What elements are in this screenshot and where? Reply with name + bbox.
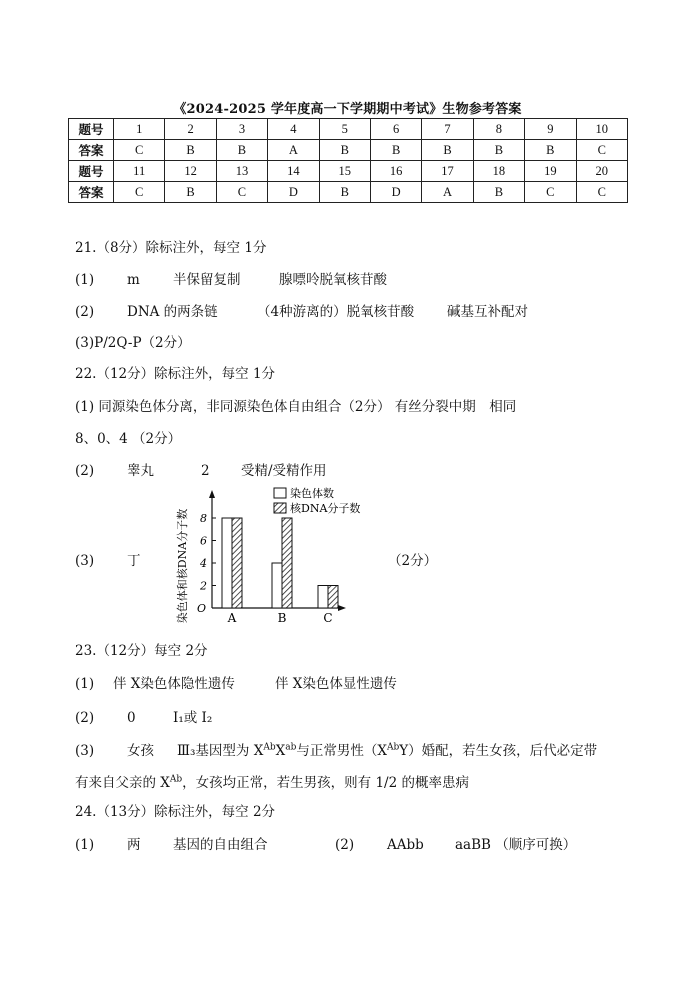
table-cell: 5 <box>319 119 370 140</box>
item-number: (1) <box>75 676 95 692</box>
table-cell: A <box>422 182 473 203</box>
legend-label: 核DNA分子数 <box>290 502 361 515</box>
q23-line-2 <box>75 706 212 726</box>
q23-header: 23.（12分）每空 2分 <box>75 643 208 659</box>
table-cell: B <box>525 140 576 161</box>
q21-line-3: (3)P/2Q-P（2分） <box>75 335 191 351</box>
x-axis-arrow <box>338 605 346 611</box>
y-tick-label: 4 <box>200 557 207 570</box>
legend-swatch <box>274 503 286 513</box>
score-note: （2分） <box>388 553 438 569</box>
table-cell: B <box>422 140 473 161</box>
table-row-answers-1 <box>69 140 628 161</box>
table-cell: 1 <box>114 119 165 140</box>
answer-text: 与正常男性（X <box>296 743 387 759</box>
answer-text: 半保留复制 <box>173 272 241 288</box>
table-cell: 2 <box>165 119 216 140</box>
answer-text: AAbb <box>387 837 424 853</box>
answer-text: 碱基互补配对 <box>447 304 528 320</box>
answer-text: ，女孩均正常，若生男孩，则有 1/2 的概率患病 <box>182 775 469 791</box>
q22-line-1: (1) 同源染色体分离，非同源染色体自由组合（2分） 有丝分裂中期 相同 <box>75 399 517 415</box>
answer-text: X <box>275 743 286 759</box>
answer-text: 受精/受精作用 <box>241 463 327 479</box>
table-cell: 7 <box>422 119 473 140</box>
table-cell: B <box>473 182 524 203</box>
x-tick-label: C <box>323 611 333 625</box>
table-cell: C <box>114 182 165 203</box>
table-cell: B <box>216 140 267 161</box>
q23-line-1 <box>75 672 397 692</box>
table-cell: 18 <box>473 161 524 182</box>
q21-line-1 <box>75 268 387 288</box>
y-axis-label: 染色体和核DNA分子数 <box>176 508 189 624</box>
q23-line-3 <box>75 739 597 759</box>
table-cell: B <box>165 182 216 203</box>
table-cell: 17 <box>422 161 473 182</box>
table-cell: B <box>319 182 370 203</box>
q21-header: 21.（8分）除标注外，每空 1分 <box>75 240 267 256</box>
q22-header: 22.（12分）除标注外，每空 1分 <box>75 366 276 382</box>
table-cell: 4 <box>268 119 319 140</box>
answer-text: Y）婚配，若生女孩，后代必定带 <box>399 743 598 759</box>
table-cell: 9 <box>525 119 576 140</box>
row-label-question: 题号 <box>69 119 114 140</box>
item-number: (3) <box>75 743 95 759</box>
table-cell: C <box>525 182 576 203</box>
table-cell: B <box>165 140 216 161</box>
table-cell: C <box>576 140 627 161</box>
q22-line-4 <box>75 549 141 569</box>
bar <box>222 518 232 608</box>
bar <box>232 518 242 608</box>
answer-text: （4种游离的）脱氧核苷酸 <box>257 304 415 320</box>
bar <box>328 586 338 609</box>
x-tick-label: B <box>277 611 287 625</box>
table-cell: C <box>576 182 627 203</box>
bar <box>318 586 328 609</box>
item-number: (2) <box>75 710 95 726</box>
q22-line-2: 8、0、4 （2分） <box>75 431 182 447</box>
table-cell: 11 <box>114 161 165 182</box>
table-cell: C <box>216 182 267 203</box>
table-cell: 8 <box>473 119 524 140</box>
table-cell: 19 <box>525 161 576 182</box>
allele-superscript: Ab <box>169 774 183 785</box>
answer-text: DNA 的两条链 <box>127 304 218 320</box>
allele-superscript: Ab <box>387 742 400 753</box>
y-tick-label: 6 <box>200 534 207 548</box>
answer-text: 女孩 <box>127 743 154 759</box>
table-row-question-numbers-2 <box>69 161 628 182</box>
answer-text: Ⅰ₁或 Ⅰ₂ <box>173 710 213 726</box>
table-row-question-numbers-1 <box>69 119 628 140</box>
table-cell: 12 <box>165 161 216 182</box>
table-cell: 10 <box>576 119 627 140</box>
answer-text: 丁 <box>127 553 141 569</box>
table-row-answers-2 <box>69 182 628 203</box>
table-cell: B <box>370 140 421 161</box>
q24-header: 24.（13分）除标注外，每空 2分 <box>75 804 276 820</box>
answer-text: 有来自父亲的 X <box>75 775 170 791</box>
answer-text: 睾丸 <box>127 463 154 479</box>
table-cell: 13 <box>216 161 267 182</box>
item-number: (3) <box>75 553 95 569</box>
answer-text: 2 <box>201 463 210 479</box>
table-cell: A <box>268 140 319 161</box>
table-cell: C <box>114 140 165 161</box>
answer-text: 伴 X染色体隐性遗传 <box>113 676 235 692</box>
y-tick-label: 8 <box>200 512 207 525</box>
answer-text: 腺嘌呤脱氧核苷酸 <box>279 272 387 288</box>
answer-text: 基因的自由组合 <box>173 837 268 853</box>
item-number: (1) <box>75 837 95 853</box>
y-tick-label: 2 <box>200 579 207 593</box>
allele-superscript: Ab <box>263 742 276 753</box>
table-cell: B <box>319 140 370 161</box>
answer-text: aaBB （顺序可换） <box>455 837 577 853</box>
bar-chart <box>172 484 382 629</box>
table-cell: 3 <box>216 119 267 140</box>
answer-text: 两 <box>127 837 141 853</box>
bar <box>272 563 282 608</box>
item-number: (1) <box>75 272 95 288</box>
allele-superscript: ab <box>285 742 297 753</box>
q24-line-1 <box>75 833 576 853</box>
answer-text: m <box>127 272 140 288</box>
y-axis-arrow <box>209 490 215 498</box>
answer-text: Ⅲ₃基因型为 X <box>177 743 264 759</box>
page-title: 《2024-2025 学年度高一下学期期中考试》生物参考答案 <box>173 102 522 117</box>
answer-text: 伴 X染色体显性遗传 <box>275 676 397 692</box>
row-label-answer: 答案 <box>69 182 114 203</box>
row-label-question: 题号 <box>69 161 114 182</box>
table-cell: 14 <box>268 161 319 182</box>
table-cell: 6 <box>370 119 421 140</box>
table-cell: D <box>268 182 319 203</box>
bar <box>282 518 292 608</box>
item-number: (2) <box>335 837 355 853</box>
origin-label: O <box>196 602 206 615</box>
answer-text: 0 <box>127 710 136 726</box>
item-number: (2) <box>75 463 95 479</box>
answer-table <box>68 118 628 203</box>
legend-swatch <box>274 488 286 498</box>
table-cell: 20 <box>576 161 627 182</box>
row-label-answer: 答案 <box>69 140 114 161</box>
q22-line-3 <box>75 459 327 479</box>
q21-line-2 <box>75 300 528 320</box>
table-cell: 16 <box>370 161 421 182</box>
item-number: (2) <box>75 304 95 320</box>
table-cell: 15 <box>319 161 370 182</box>
x-tick-label: A <box>227 611 237 625</box>
legend-label: 染色体数 <box>290 487 334 500</box>
table-cell: B <box>473 140 524 161</box>
table-cell: D <box>370 182 421 203</box>
q23-line-4 <box>75 771 469 791</box>
